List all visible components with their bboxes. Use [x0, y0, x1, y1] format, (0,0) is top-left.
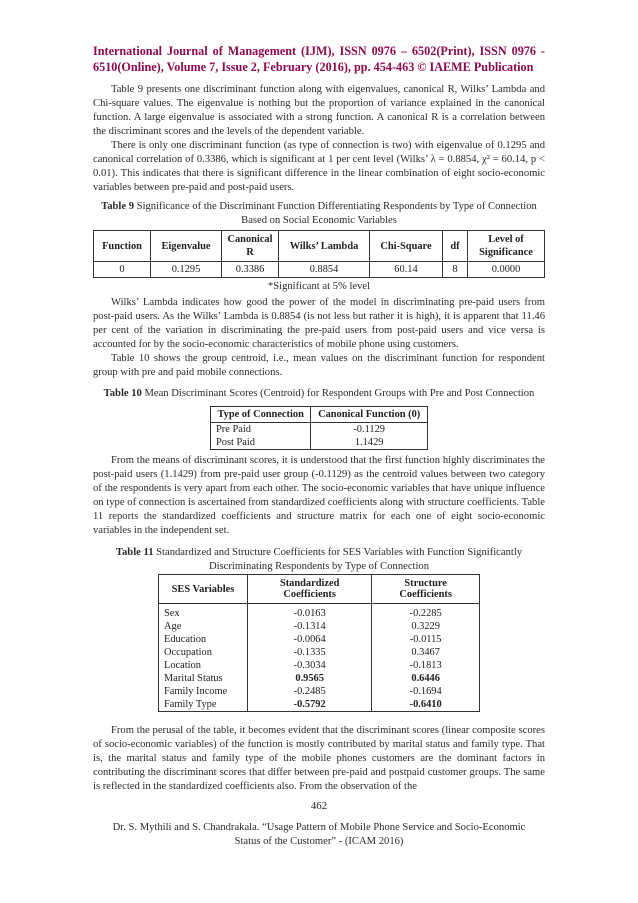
table11-cell: 0.9565 — [248, 672, 372, 685]
table-row — [159, 659, 480, 672]
table11-cell: -0.0163 — [248, 604, 372, 621]
table-row — [159, 633, 480, 646]
table10 — [210, 406, 428, 450]
table11-cell: Occupation — [159, 646, 248, 659]
table9-cell: 0.0000 — [468, 262, 545, 278]
table9-header-row — [94, 231, 545, 262]
table9-cell: 8 — [443, 262, 468, 278]
table9-cell: 60.14 — [370, 262, 443, 278]
table11 — [158, 574, 480, 712]
table11-cell: Sex — [159, 604, 248, 621]
table9-header: df — [443, 231, 468, 262]
table-row — [159, 698, 480, 712]
table9-header: Function — [94, 231, 151, 262]
table11-cell: -0.1694 — [372, 685, 480, 698]
paragraph-discriminant-function: There is only one discriminant function (as type of connection is two) with eigenvalue of 0.1295 and canonical correlation of 0.3386, which is significant at 1 per cent level (Wilks’ λ = 0.8854, χ² = 60.14, p < 0.01). This indicates that there is significant difference in the linear combination of eight socio-economic variables between pre-paid and post-paid users. — [93, 140, 545, 194]
table-row — [211, 423, 428, 437]
table-row — [211, 436, 428, 450]
paragraph-perusal: From the perusal of the table, it becomes evident that the discriminant scores (linear composite scores of socio-economic variables) of the function is mostly contributed by marital status and family type. That is, the marital status and family type of the mobile phones customers are the dominant factors in contributing the discriminant scores that differ between pre-paid and postpaid customer groups. The same is reflected in the standardized coefficients also. From the observation of the — [93, 725, 545, 793]
table11-cell: -0.2285 — [372, 604, 480, 621]
table10-header-row — [211, 407, 428, 423]
table11-cell: -0.2485 — [248, 685, 372, 698]
table9-cell: 0 — [94, 262, 151, 278]
table11-caption-text: Standardized and Structure Coefficients for SES Variables with Function Significantly Discriminating Respondents by Type of Connection — [156, 547, 523, 572]
table11-label: Table 11 — [115, 547, 154, 558]
table11-cell: Family Type — [159, 698, 248, 712]
table9-cell: 0.1295 — [151, 262, 222, 278]
table9-caption — [93, 200, 545, 228]
table11-cell: Age — [159, 620, 248, 633]
table-row — [159, 646, 480, 659]
table-row — [159, 620, 480, 633]
table11-cell: -0.5792 — [248, 698, 372, 712]
table11-header: Structure Coefficients — [372, 575, 480, 604]
table11-cell: -0.6410 — [372, 698, 480, 712]
table9-label: Table 9 — [101, 201, 135, 212]
table-row — [159, 685, 480, 698]
table10-label: Table 10 — [103, 388, 142, 399]
table9-header: Wilks’ Lambda — [279, 231, 370, 262]
table-row — [159, 604, 480, 621]
table9-header: Canonical R — [222, 231, 279, 262]
table9-caption-text: Significance of the Discriminant Function Differentiating Respondents by Type of Connection Based on Social Economic Variables — [136, 201, 537, 226]
table9-header: Eigenvalue — [151, 231, 222, 262]
table9-cell: 0.3386 — [222, 262, 279, 278]
journal-header: International Journal of Management (IJM), ISSN 0976 – 6502(Print), ISSN 0976 - 6510(Online), Volume 7, Issue 2, February (2016), pp. 454-463 © IAEME Publication — [93, 44, 545, 74]
paragraph-table10-intro: Table 10 shows the group centroid, i.e., mean values on the discriminant function for respondent group with pre and paid mobile connections. — [93, 353, 545, 379]
table11-cell: -0.0115 — [372, 633, 480, 646]
table11-cell: Family Income — [159, 685, 248, 698]
table11-cell: -0.1813 — [372, 659, 480, 672]
table10-cell: Post Paid — [211, 436, 311, 450]
page-number: 462 — [310, 800, 328, 812]
paragraph-wilks-lambda: Wilks’ Lambda indicates how good the power of the model in discriminating pre-paid users from post-paid users. As the Wilks’ Lambda is 0.8854 (is not less but rather it is high), it is apparent that 11.46 per cent of the variation in discriminating the pre-paid users from post-paid users and vice versa is accounted for by the socio-economic characteristics of mobile phone using customers. — [93, 297, 545, 351]
table-row — [94, 262, 545, 278]
table10-cell: Pre Paid — [211, 423, 311, 437]
paragraph-centroid-discussion: From the means of discriminant scores, it is understood that the first function highly discriminates the post-paid users (1.1429) from pre-paid user group (-0.1129) as the centroid values between two category of the respondents is very apart from each other. The socio-economic variables that have unique influence on type of connection is ascertained from standardized coefficients along with structure coefficients. Table 11 reports the standardized coefficients and structure matrix for each one of eight socio-economic variables in the independent set. — [93, 455, 545, 537]
table11-cell: -0.1314 — [248, 620, 372, 633]
table9-note: *Significant at 5% level — [267, 281, 371, 292]
table11-cell: Location — [159, 659, 248, 672]
table-row — [159, 672, 480, 685]
table10-caption-text: Mean Discriminant Scores (Centroid) for Respondent Groups with Pre and Post Connection — [144, 388, 535, 399]
table11-header: SES Variables — [159, 575, 248, 604]
table11-cell: 0.6446 — [372, 672, 480, 685]
table11-caption — [93, 546, 545, 574]
table11-cell: -0.0064 — [248, 633, 372, 646]
table10-cell: -0.1129 — [311, 423, 428, 437]
table9-cell: 0.8854 — [279, 262, 370, 278]
table10-header: Canonical Function (0) — [311, 407, 428, 423]
paragraph-table9-intro: Table 9 presents one discriminant function along with eigenvalues, canonical R, Wilks’ Lambda and Chi-square values. The eigenvalue is nothing but the proportion of variance explained in the canonical function. A large eigenvalue is associated with a strong function. A canonical R is a correlation between the discriminant scores and the levels of the dependent variable. — [93, 84, 545, 138]
table9-header: Chi-Square — [370, 231, 443, 262]
table9-header: Level of Significance — [468, 231, 545, 262]
table11-cell: 0.3467 — [372, 646, 480, 659]
table11-header-row — [159, 575, 480, 604]
table11-cell: Marital Status — [159, 672, 248, 685]
table9 — [93, 230, 545, 278]
table11-cell: 0.3229 — [372, 620, 480, 633]
table10-cell: 1.1429 — [311, 436, 428, 450]
table11-header: Standardized Coefficients — [248, 575, 372, 604]
table10-caption — [93, 387, 545, 401]
table11-cell: -0.3034 — [248, 659, 372, 672]
table11-cell: -0.1335 — [248, 646, 372, 659]
table10-header: Type of Connection — [211, 407, 311, 423]
citation-footer: Dr. S. Mythili and S. Chandrakala. “Usage Pattern of Mobile Phone Service and Socio-Economic Status of the Customer” - (ICAM 2016) — [112, 822, 526, 847]
table11-cell: Education — [159, 633, 248, 646]
